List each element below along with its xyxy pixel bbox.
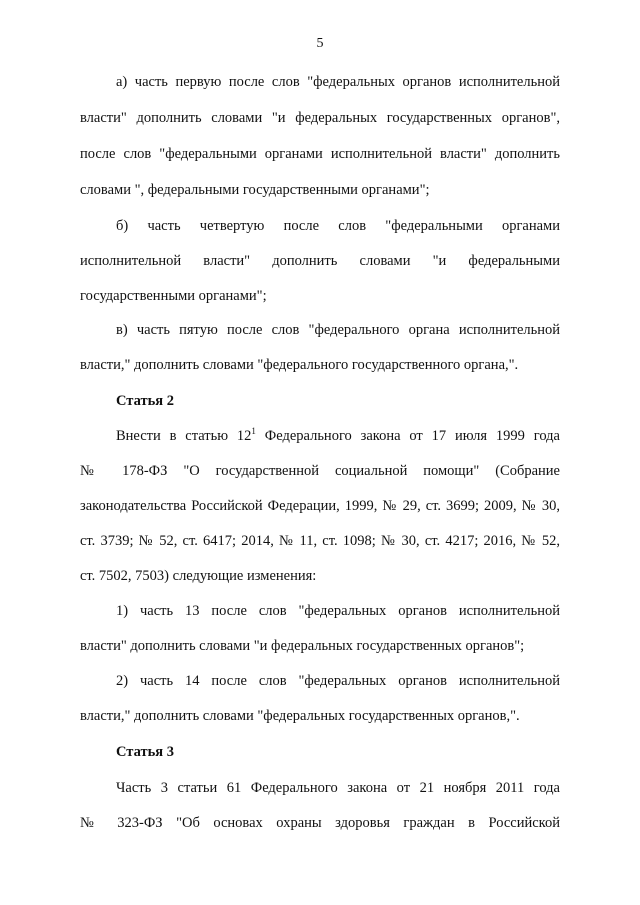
text-line: № 178-ФЗ "О государственной социальной помощи" (Собрание bbox=[80, 463, 560, 479]
text-line: власти," дополнить словами "федерального государственного органа,". bbox=[80, 357, 519, 373]
article-heading: Статья 3 bbox=[116, 744, 174, 760]
text-line: словами ", федеральными государственными органами"; bbox=[80, 182, 430, 198]
text-line: ст. 7502, 7503) следующие изменения: bbox=[80, 568, 317, 584]
text-line: 2) часть 14 после слов "федеральных органов исполнительной bbox=[116, 673, 560, 689]
text-line bbox=[116, 426, 560, 446]
text-span: Внести в статью 12 bbox=[116, 428, 252, 444]
text-line: б) часть четвертую после слов "федеральными органами bbox=[116, 218, 560, 234]
text-line: власти" дополнить словами "и федеральных государственных органов"; bbox=[80, 638, 525, 654]
text-line: № 323-ФЗ "Об основах охраны здоровья граждан в Российской bbox=[80, 815, 560, 831]
text-line: после слов "федеральными органами исполнительной власти" дополнить bbox=[80, 146, 560, 162]
article-heading: Статья 2 bbox=[116, 393, 174, 409]
text-line: ст. 3739; № 52, ст. 6417; 2014, № 11, ст. 1098; № 30, ст. 4217; 2016, № 52, bbox=[80, 533, 560, 549]
text-line: законодательства Российской Федерации, 1999, № 29, ст. 3699; 2009, № 30, bbox=[80, 498, 560, 514]
text-line: Часть 3 статьи 61 Федерального закона от 21 ноября 2011 года bbox=[116, 780, 560, 796]
text-line: 1) часть 13 после слов "федеральных органов исполнительной bbox=[116, 603, 560, 619]
text-line: а) часть первую после слов "федеральных органов исполнительной bbox=[116, 74, 560, 90]
text-line: исполнительной власти" дополнить словами "и федеральными bbox=[80, 253, 560, 269]
text-line: государственными органами"; bbox=[80, 288, 267, 304]
text-line: в) часть пятую после слов "федерального органа исполнительной bbox=[116, 322, 560, 338]
text-line: власти," дополнить словами "федеральных государственных органов,". bbox=[80, 708, 520, 724]
superscript: 1 bbox=[251, 426, 256, 436]
text-line: власти" дополнить словами "и федеральных государственных органов", bbox=[80, 110, 560, 126]
text-span: Федерального закона от 17 июля 1999 года bbox=[255, 428, 560, 444]
page-number: 5 bbox=[316, 36, 324, 51]
